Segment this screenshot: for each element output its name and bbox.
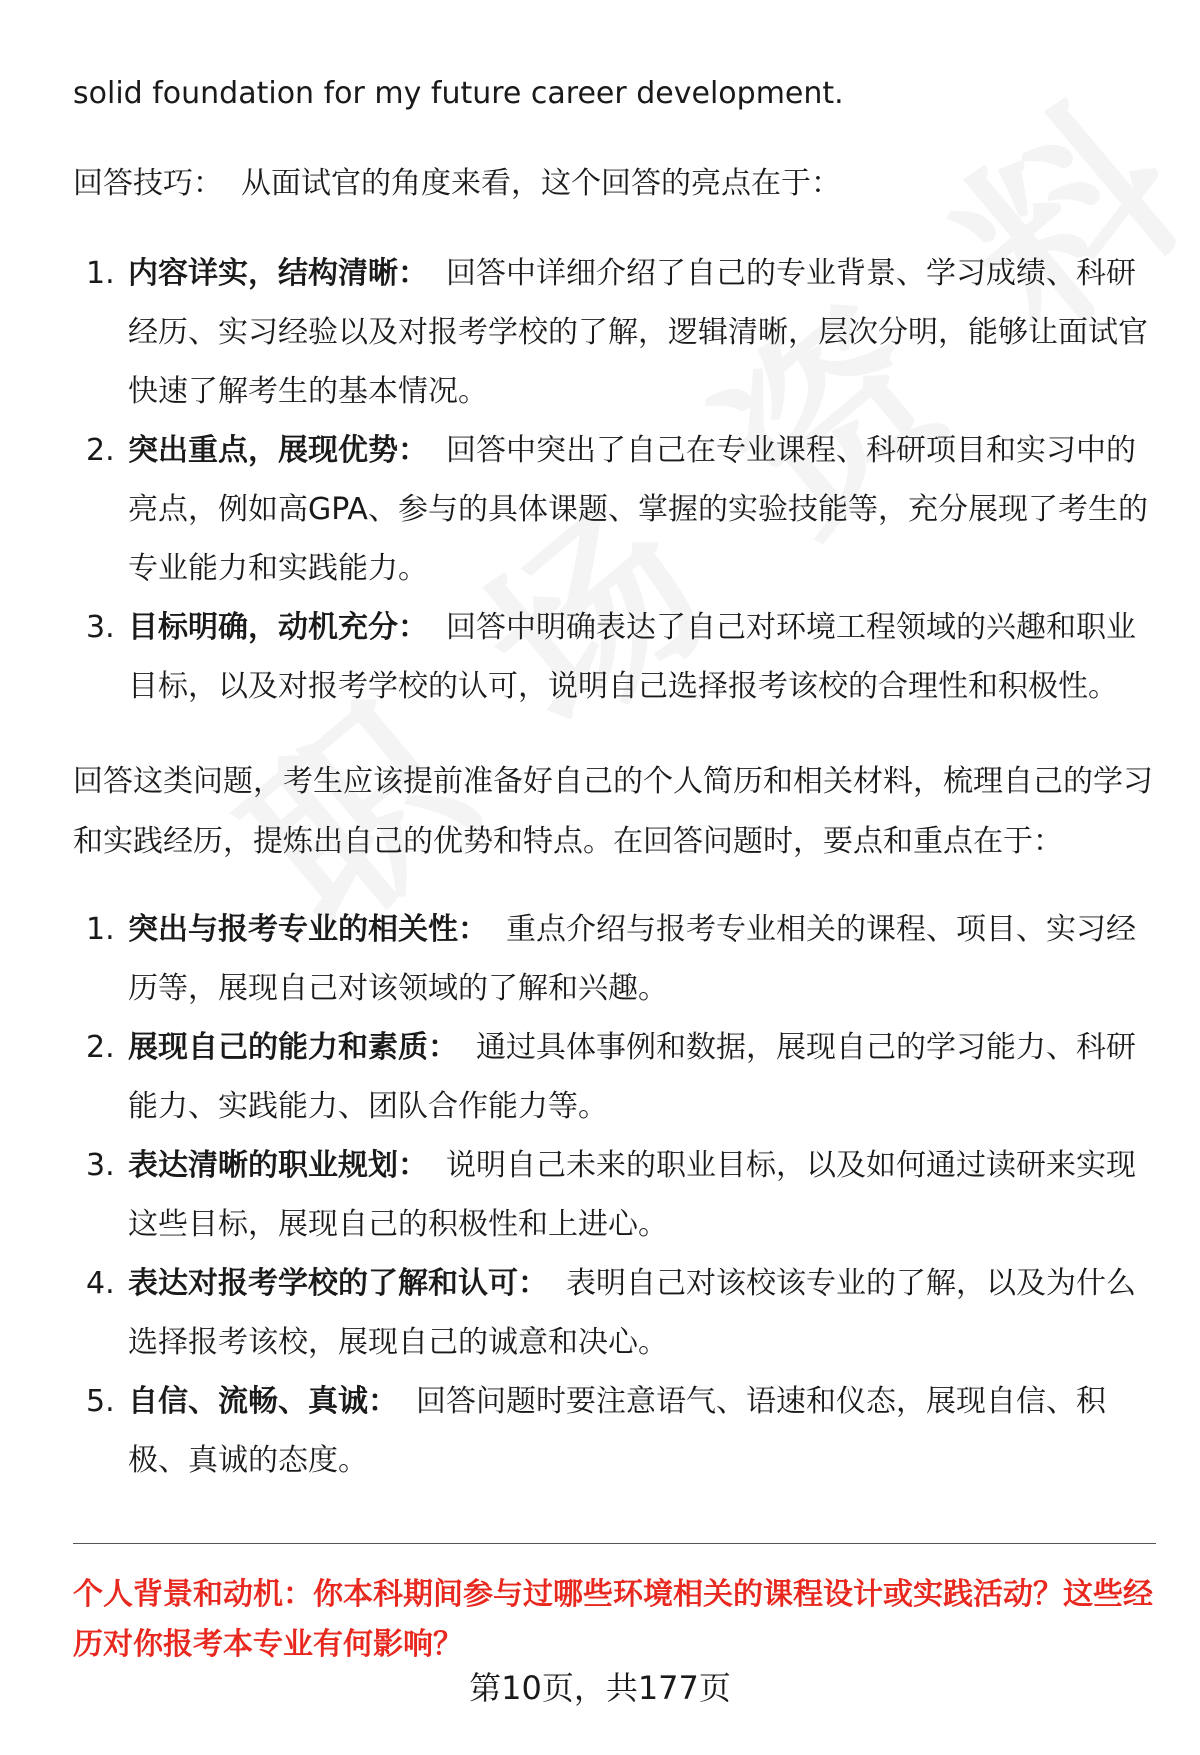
item-title: 自信、流畅、真诚： xyxy=(128,1384,398,1419)
highlights-list xyxy=(73,244,1153,716)
list-item xyxy=(73,598,1153,716)
item-body: 表明自己对该校该专业的了解，以及为什么选择报考该校，展现自己的诚意和决心。 xyxy=(128,1266,1136,1360)
item-title: 表达清晰的职业规划： xyxy=(128,1148,428,1183)
list-item xyxy=(73,244,1153,421)
item-title: 表达对报考学校的了解和认可： xyxy=(128,1266,548,1301)
item-body: 回答中详细介绍了自己的专业背景、学习成绩、科研经历、实习经验以及对报考学校的了解，逻辑清晰，层次分明，能够让面试官快速了解考生的基本情况。 xyxy=(128,256,1148,409)
tips-line xyxy=(73,154,1153,214)
tips-text: 从面试官的角度来看，这个回答的亮点在于： xyxy=(241,166,841,201)
item-body: 回答问题时要注意语气、语速和仪态，展现自信、积极、真诚的态度。 xyxy=(128,1384,1106,1478)
item-title: 内容详实，结构清晰： xyxy=(128,256,428,291)
page-number-footer: 第10页，共177页 xyxy=(469,1669,731,1707)
advice-paragraph: 回答这类问题，考生应该提前准备好自己的个人简历和相关材料，梳理自己的学习和实践经历，提炼出自己的优势和特点。在回答问题时，要点和重点在于： xyxy=(73,764,1153,859)
item-number: 3. xyxy=(86,610,115,645)
item-title: 展现自己的能力和素质： xyxy=(128,1030,458,1065)
item-number: 4. xyxy=(86,1266,115,1301)
item-number: 1. xyxy=(86,912,115,947)
item-body: 回答中突出了自己在专业课程、科研项目和实习中的亮点，例如高GPA、参与的具体课题、掌握的实验技能等，充分展现了考生的专业能力和实践能力。 xyxy=(128,433,1148,586)
item-body: 重点介绍与报考专业相关的课程、项目、实习经历等，展现自己对该领域的了解和兴趣。 xyxy=(128,912,1136,1006)
list-item xyxy=(73,1136,1153,1254)
item-title: 突出与报考专业的相关性： xyxy=(128,912,488,947)
list-item xyxy=(73,421,1153,598)
intro-line: solid foundation for my future career development. xyxy=(73,76,844,111)
list-item xyxy=(73,1018,1153,1136)
section-divider xyxy=(73,1543,1156,1544)
item-number: 5. xyxy=(86,1384,115,1419)
item-number: 2. xyxy=(86,1030,115,1065)
item-body: 通过具体事例和数据，展现自己的学习能力、科研能力、实践能力、团队合作能力等。 xyxy=(128,1030,1136,1124)
list-item xyxy=(73,900,1153,1018)
item-title: 突出重点，展现优势： xyxy=(128,433,428,468)
key-points-list xyxy=(73,900,1153,1490)
item-number: 1. xyxy=(86,256,115,291)
item-title: 目标明确，动机充分： xyxy=(128,610,428,645)
tips-label: 回答技巧： xyxy=(73,166,223,201)
item-body: 说明自己未来的职业目标，以及如何通过读研来实现这些目标，展现自己的积极性和上进心。 xyxy=(128,1148,1136,1242)
item-number: 2. xyxy=(86,433,115,468)
next-question-heading: 个人背景和动机：你本科期间参与过哪些环境相关的课程设计或实践活动？这些经历对你报考本专业有何影响？ xyxy=(73,1577,1153,1662)
item-body: 回答中明确表达了自己对环境工程领域的兴趣和职业目标，以及对报考学校的认可，说明自己选择报考该校的合理性和积极性。 xyxy=(128,610,1136,704)
item-number: 3. xyxy=(86,1148,115,1183)
list-item xyxy=(73,1372,1153,1490)
list-item xyxy=(73,1254,1153,1372)
